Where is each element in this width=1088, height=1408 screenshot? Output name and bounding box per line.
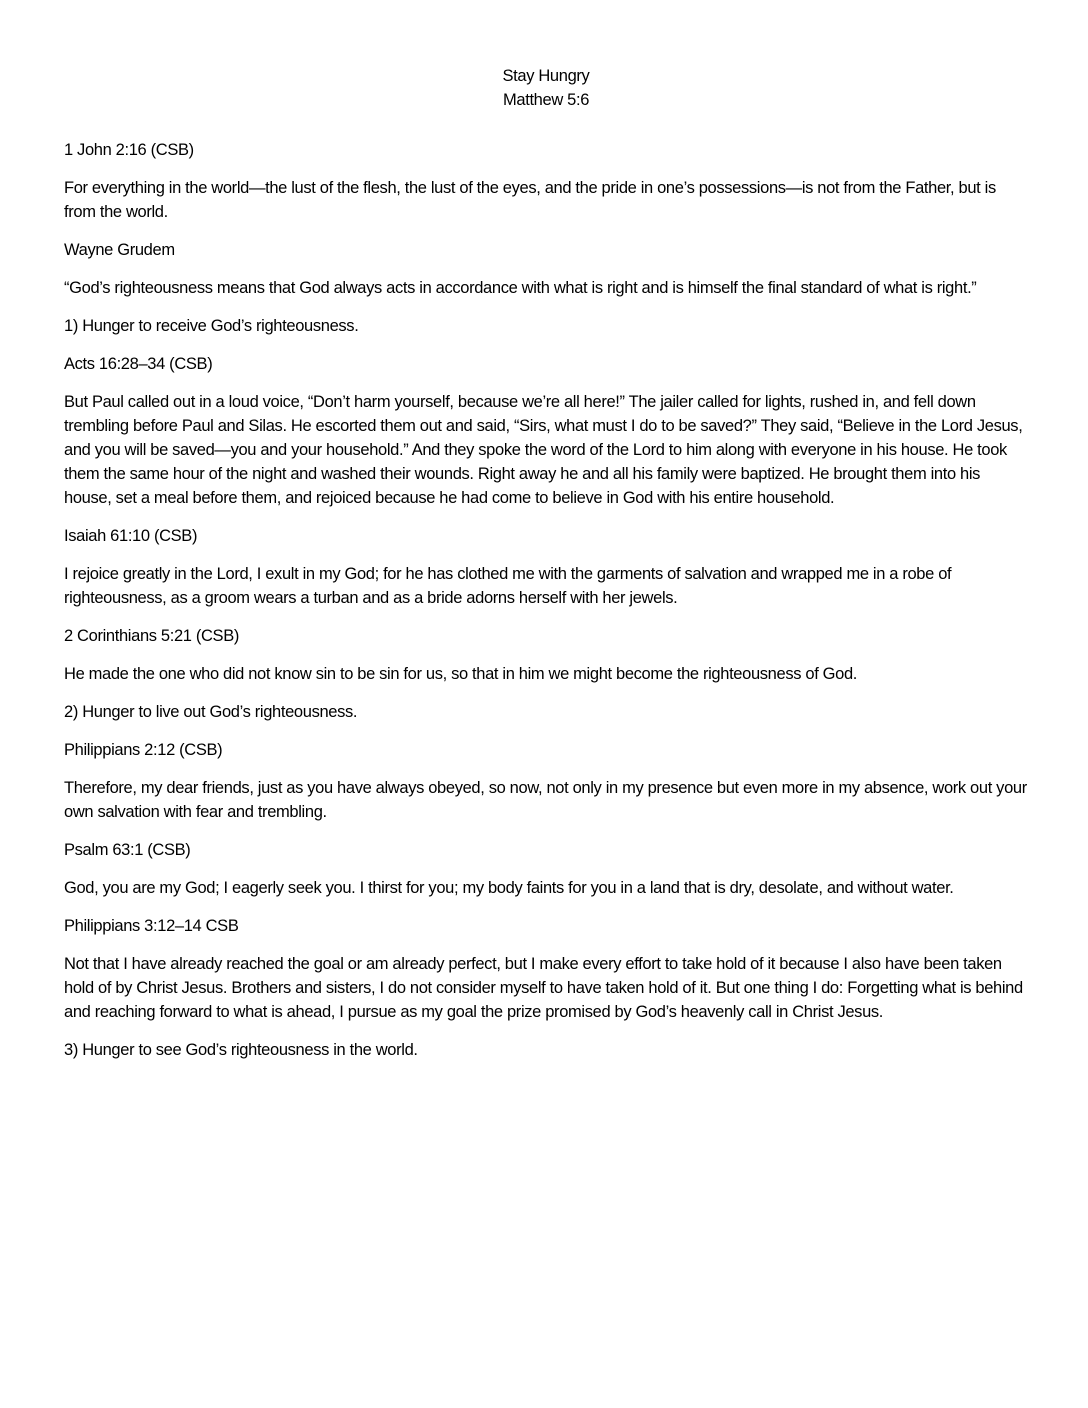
scripture-text: Not that I have already reached the goal or am already perfect, but I make every effort to take hold of it because I also have been taken hold of by Christ Jesus. Brothers and sisters, I do not consider myself to have taken hold of it. But one thing I do: Forgetting what is behind and reaching forward to what is ahead, I pursue as my goal the prize promised by God’s heavenly call in Christ Jesus. [64,955,1023,1021]
quote-text: “God’s righteousness means that God always acts in accordance with what is right and is himself the final standard of what is right.” [64,279,977,297]
scripture-reference: Philippians 2:12 (CSB) [64,741,223,759]
document-subtitle: Matthew 5:6 [502,91,590,109]
scripture-text: For everything in the world—the lust of the flesh, the lust of the eyes, and the pride in one’s possessions—is not from the Father, but is from the world. [64,179,996,221]
title-block [64,64,1028,112]
scripture-text: He made the one who did not know sin to be sin for us, so that in him we might become the righteousness of God. [64,665,858,683]
document-page [64,64,1028,1076]
scripture-text: Therefore, my dear friends, just as you have always obeyed, so now, not only in my presence but even more in my absence, work out your own salvation with fear and trembling. [64,779,1027,821]
scripture-reference: Philippians 3:12–14 CSB [64,917,239,935]
scripture-reference: 1 John 2:16 (CSB) [64,141,194,159]
scripture-text: God, you are my God; I eagerly seek you. I thirst for you; my body faints for you in a land that is dry, desolate, and without water. [64,879,954,897]
scripture-reference: 2 Corinthians 5:21 (CSB) [64,627,240,645]
scripture-reference: Psalm 63:1 (CSB) [64,841,191,859]
point-heading: 3) Hunger to see God’s righteousness in the world. [64,1041,418,1059]
scripture-text: I rejoice greatly in the Lord, I exult in my God; for he has clothed me with the garments of salvation and wrapped me in a robe of righteousness, as a groom wears a turban and as a bride adorns herself with her jewels. [64,565,952,607]
scripture-text: But Paul called out in a loud voice, “Don’t harm yourself, because we’re all here!” The jailer called for lights, rushed in, and fell down trembling before Paul and Silas. He escorted them out and said, “Sirs, what must I do to be saved?” They said, “Believe in the Lord Jesus, and you will be saved—you and your household.” And they spoke the word of the Lord to him along with everyone in his house. He took them the same hour of the night and washed their wounds. Right away he and all his family were baptized. He brought them into his house, set a meal before them, and rejoiced because he had come to believe in God with his entire household. [64,393,1023,507]
document-title: Stay Hungry [502,67,590,85]
quote-author: Wayne Grudem [64,241,175,259]
scripture-reference: Acts 16:28–34 (CSB) [64,355,213,373]
point-heading: 2) Hunger to live out God’s righteousness. [64,703,358,721]
scripture-reference: Isaiah 61:10 (CSB) [64,527,198,545]
point-heading: 1) Hunger to receive God’s righteousness. [64,317,359,335]
